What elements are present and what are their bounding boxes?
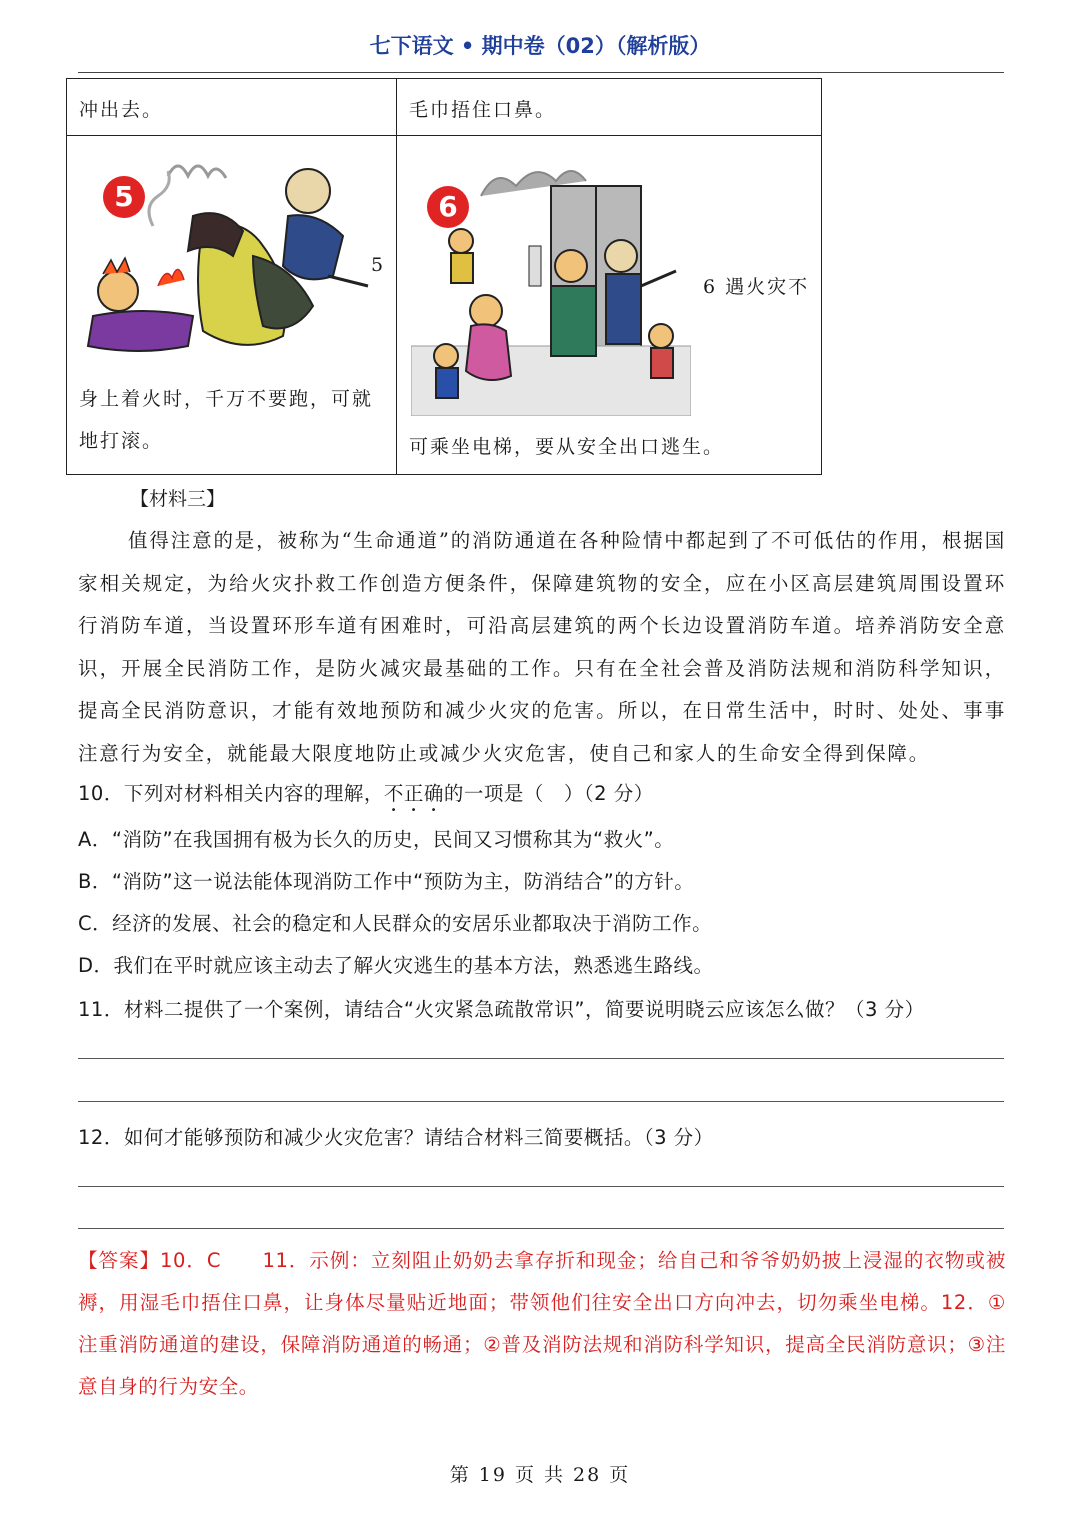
safety-comic-table: [66, 78, 822, 475]
option-b: B．“消防”这一说法能体现消防工作中“预防为主，防消结合”的方针。: [78, 870, 695, 893]
q10-emphasis: 不正确: [383, 782, 444, 805]
answer-line-q12-2: [78, 1228, 1004, 1229]
question-10: [78, 778, 654, 816]
table-cell-row1-left: [67, 79, 397, 136]
header-divider: [78, 72, 1004, 73]
q10-prefix: 10．下列对材料相关内容的理解，: [78, 782, 384, 805]
material3-paragraph: 值得注意的是，被称为“生命通道”的消防通道在各种险情中都起到了不可低估的作用，根据国家相关规定，为给火灾扑救工作创造方便条件，保障建筑物的安全，应在小区高层建筑周围设置环行消防车道，当设置环形车道有困难时，可沿高层建筑的两个长边设置消防车道。培养消防安全意识，开展全民消防工作，是防火减灾最基础的工作。只有在全社会普及消防法规和消防科学知识，提高全民消防意识，才能有效地预防和减少火灾的危害。所以，在日常生活中，时时、处处、事事注意行为安全，就能最大限度地防止或减少火灾危害，使自己和家人的生命安全得到保障。: [78, 529, 1006, 765]
answer-line-q12-1: [78, 1186, 1004, 1187]
question-11: 11．材料二提供了一个案例，请结合“火灾紧急疏散常识”，简要说明晓云应该怎么做？（3 分）: [78, 998, 925, 1021]
comic-panel-5: [67, 136, 397, 475]
comic-panel-6: [397, 136, 822, 475]
material3-heading: 【材料三】: [130, 488, 226, 510]
panel6-caption: 可乘坐电梯，要从安全出口逃生。: [409, 436, 725, 458]
option-c: C．经济的发展、社会的稳定和人民群众的安居乐业都取决于消防工作。: [78, 912, 713, 935]
panel5-caption: 身上着火时，千万不要跑，可就地打滚。: [79, 388, 374, 452]
row1-right-text: 毛巾捂住口鼻。: [409, 99, 557, 121]
answer-line-q11-1: [78, 1058, 1004, 1059]
option-d: D．我们在平时就应该主动去了解火灾逃生的基本方法，熟悉逃生路线。: [78, 954, 714, 977]
option-a: A．“消防”在我国拥有极为长久的历史，民间又习惯称其为“救火”。: [78, 828, 675, 851]
page-header-title: 七下语文 • 期中卷（02）（解析版）: [369, 34, 711, 58]
question-12: 12．如何才能够预防和减少火灾危害？请结合材料三简要概括。（3 分）: [78, 1126, 714, 1149]
answer-line-q11-2: [78, 1101, 1004, 1102]
q10-suffix: 的一项是（ ）（2 分）: [443, 782, 654, 805]
row1-left-text: 冲出去。: [79, 99, 164, 121]
page-number-footer: 第 19 页 共 28 页: [449, 1464, 631, 1486]
panel5-side-label: 5: [371, 254, 386, 276]
panel6-side-label: 6 遇火灾不: [703, 276, 810, 298]
answer-block: 【答案】10．C 11．示例：立刻阻止奶奶去拿存折和现金；给自己和爷爷奶奶披上浸湿的衣物或被褥，用湿毛巾捂住口鼻，让身体尽量贴近地面；带领他们往安全出口方向冲去，切勿乘坐电梯。12．①注重消防通道的建设，保障消防通道的畅通；②普及消防法规和消防科学知识，提高全民消防意识；③注意自身的行为安全。: [78, 1249, 1006, 1398]
panel-number-6: 6: [427, 186, 469, 228]
table-cell-row1-right: [397, 79, 822, 136]
panel-number-5: 5: [103, 176, 145, 218]
